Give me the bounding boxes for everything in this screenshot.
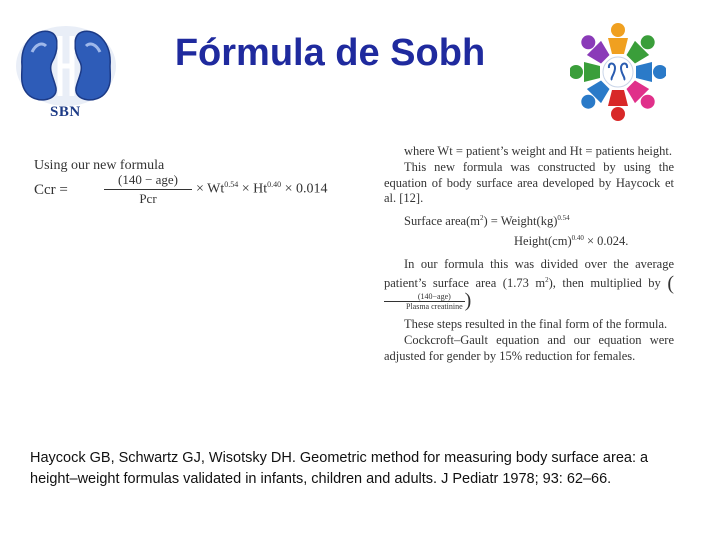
formula-numerator: (140 − age) xyxy=(104,172,192,190)
surface-area-equation xyxy=(384,211,674,251)
paragraph-haycock: This new formula was constructed by using the equation of body surface area developed by Haycock et al. [12]. xyxy=(384,159,674,206)
formula-intro: Using our new formula xyxy=(34,158,165,173)
surface-area-weight: ) = Weight(kg) xyxy=(483,214,558,229)
page-title: Fórmula de Sobh xyxy=(174,32,486,74)
paragraph-gender-adjustment: Cockcroft–Gault equation and our equation were adjusted for gender by 15% reduction for females. xyxy=(384,332,674,363)
reference-citation: Haycock GB, Schwartz GJ, Wisotsky DH. Geometric method for measuring body surface area: a height–weight formulas validated in infants, children and adults. J Pediatr 1978; 93: 62–66. xyxy=(30,450,649,487)
height-exponent: 0.40 xyxy=(267,180,282,189)
sobh-formula xyxy=(34,158,344,210)
surface-area-weight-exponent: 0.54 xyxy=(557,214,570,223)
people-circle-logo-icon xyxy=(570,20,666,124)
formula-denominator: Pcr xyxy=(139,191,157,206)
formula-constant: × 0.014 xyxy=(281,181,328,197)
weight-exponent: 0.54 xyxy=(224,180,239,189)
paragraph-division: In our formula this was divided over the average patient’s surface area (1.73 $m^2$), then multiplied by ( $\frac{\text{(140−age)}}{\text{Plasma creatinine}}$ ) xyxy=(384,257,674,312)
surface-area-lhs: Surface area(m xyxy=(404,214,480,229)
surface-area-height: Height(cm) xyxy=(514,234,572,249)
explanation-column xyxy=(384,144,674,434)
formula-height-term: × Ht xyxy=(238,181,268,197)
surface-area-m2-exponent: 2 xyxy=(480,214,484,223)
formula-lhs: Ccr = xyxy=(34,182,68,198)
sbn-logo-text: SBN xyxy=(50,104,81,120)
multiplier-fraction: $\frac{\text{(140−age)}}{\text{Plasma creatinine}}$ xyxy=(384,292,465,311)
surface-area-constant: × 0.024. xyxy=(587,234,629,249)
paragraph-final-form: These steps resulted in the final form of the formula. xyxy=(404,317,668,332)
paragraph-variables: where Wt = patient’s weight and Ht = patients height. xyxy=(404,144,672,158)
people-circle-logo xyxy=(570,20,666,124)
formula-weight-term: × Wt xyxy=(196,181,225,197)
surface-area-height-exponent: 0.40 xyxy=(571,234,584,243)
formula-rest xyxy=(196,180,328,198)
formula-fraction xyxy=(104,172,192,207)
